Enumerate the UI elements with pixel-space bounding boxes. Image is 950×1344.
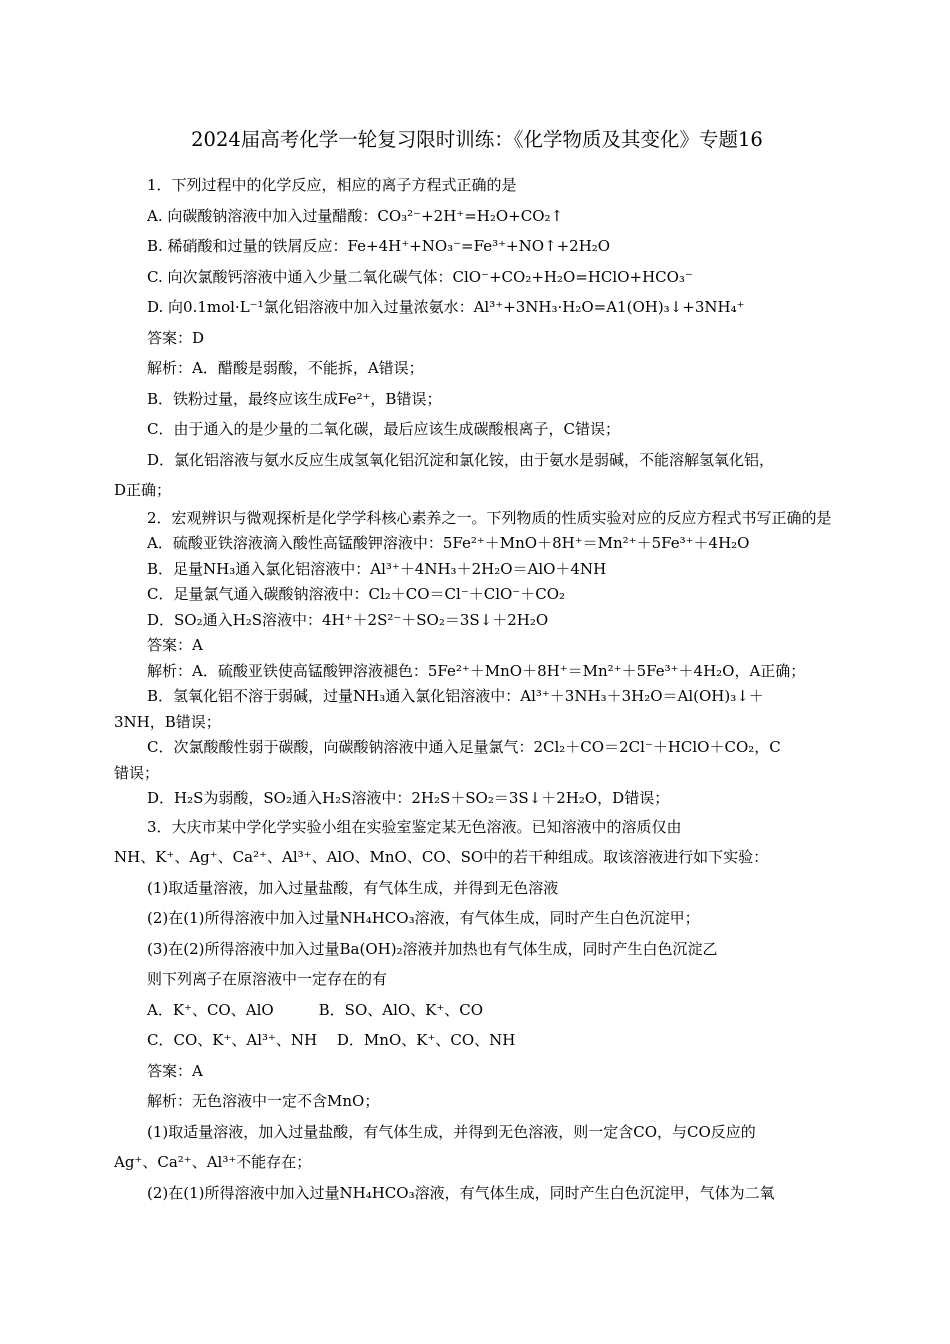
question-2-option-b: B．足量NH₃通入氯化铝溶液中：Al³⁺＋4NH₃＋2H₂O＝AlO＋4NH	[147, 559, 607, 578]
question-3-stem-cont: NH、K⁺、Ag⁺、Ca²⁺、Al³⁺、AlO、MnO、CO、SO中的若干种组成。取该溶液进行如下实验：	[114, 848, 769, 866]
question-3-options-ab: A．K⁺、CO、AlO B．SO、AlO、K⁺、CO	[147, 1000, 484, 1019]
question-2-analysis-c-cont: 错误；	[114, 763, 160, 782]
question-1-option-a: A. 向碳酸钠溶液中加入过量醋酸：CO₃²⁻+2H⁺=H₂O+CO₂↑	[147, 206, 564, 225]
question-1-analysis-b: B．铁粉过量，最终应该生成Fe²⁺，B错误；	[147, 389, 442, 408]
question-3-analysis: 解析：无色溶液中一定不含MnO；	[147, 1092, 380, 1110]
question-1-analysis-a: 解析：A．醋酸是弱酸，不能拆，A错误；	[147, 359, 424, 377]
question-2-stem: 2．宏观辨识与微观探析是化学学科核心素养之一。下列物质的性质实验对应的反应方程式书写正确的是	[147, 508, 832, 527]
question-3-options-cd: C．CO、K⁺、Al³⁺、NH D．MnO、K⁺、CO、NH	[147, 1031, 516, 1049]
question-3-answer: 答案：A	[147, 1061, 203, 1080]
question-1-option-b: B. 稀硝酸和过量的铁屑反应：Fe+4H⁺+NO₃⁻=Fe³⁺+NO↑+2H₂O	[147, 237, 611, 255]
question-3-analysis-1: (1)取适量溶液，加入过量盐酸，有气体生成，并得到无色溶液，则一定含CO，与CO反应的	[147, 1122, 756, 1141]
question-2-analysis-c: C．次氯酸酸性弱于碳酸，向碳酸钠溶液中通入足量氯气：2Cl₂＋CO＝2Cl⁻＋HClO＋CO₂，C	[147, 738, 781, 756]
question-3-step-1: (1)取适量溶液，加入过量盐酸，有气体生成，并得到无色溶液	[147, 878, 559, 897]
question-2-analysis-d: D．H₂S为弱酸，SO₂通入H₂S溶液中：2H₂S＋SO₂＝3S↓＋2H₂O，D错误；	[147, 789, 670, 807]
question-3-step-3: (3)在(2)所得溶液中加入过量Ba(OH)₂溶液并加热也有气体生成，同时产生白色沉淀乙	[147, 939, 718, 958]
question-3-step-2: (2)在(1)所得溶液中加入过量NH₄HCO₃溶液，有气体生成，同时产生白色沉淀甲；	[147, 909, 700, 927]
question-2-answer: 答案：A	[147, 636, 203, 654]
question-2-analysis-a: 解析：A．硫酸亚铁使高锰酸钾溶液褪色：5Fe²⁺＋MnO＋8H⁺＝Mn²⁺＋5Fe³⁺＋4H₂O，A正确；	[147, 661, 806, 680]
question-1-analysis-d-cont: D正确；	[114, 481, 172, 499]
question-1-option-c: C. 向次氯酸钙溶液中通入少量二氧化碳气体：ClO⁻+CO₂+H₂O=HClO+HCO₃⁻	[147, 267, 693, 286]
question-2-option-a: A．硫酸亚铁溶液滴入酸性高锰酸钾溶液中：5Fe²⁺＋MnO＋8H⁺＝Mn²⁺＋5Fe³⁺＋4H₂O	[147, 534, 750, 552]
question-3-analysis-2: (2)在(1)所得溶液中加入过量NH₄HCO₃溶液，有气体生成，同时产生白色沉淀甲，气体为二氧	[147, 1183, 775, 1202]
question-3-analysis-1-cont: Ag⁺、Ca²⁺、Al³⁺不能存在；	[114, 1153, 312, 1171]
question-3-ask: 则下列离子在原溶液中一定存在的有	[147, 970, 388, 988]
question-1-answer: 答案：D	[147, 328, 205, 347]
question-2-option-d: D．SO₂通入H₂S溶液中：4H⁺＋2S²⁻＋SO₂＝3S↓＋2H₂O	[147, 610, 549, 629]
question-1-option-d: D. 向0.1mol·L⁻¹氯化铝溶液中加入过量浓氨水：Al³⁺+3NH₃·H₂O=A1(OH)₃↓+3NH₄⁺	[147, 298, 745, 316]
question-1-analysis-d: D．氯化铝溶液与氨水反应生成氢氧化铝沉淀和氯化铵，由于氨水是弱碱，不能溶解氢氧化铝，	[147, 450, 775, 469]
document-title: 2024届高考化学一轮复习限时训练：《化学物质及其变化》专题16	[191, 128, 763, 151]
question-2-analysis-b: B．氢氧化铝不溶于弱碱，过量NH₃通入氯化铝溶液中：Al³⁺＋3NH₃＋3H₂O＝Al(OH)₃↓＋	[147, 687, 764, 705]
question-3-stem: 3．大庆市某中学化学实验小组在实验室鉴定某无色溶液。已知溶液中的溶质仅由	[147, 817, 682, 836]
question-1-stem: 1．下列过程中的化学反应，相应的离子方程式正确的是	[147, 176, 517, 194]
question-1-analysis-c: C．由于通入的是少量的二氧化碳，最后应该生成碳酸根离子，C错误；	[147, 420, 620, 438]
question-2-option-c: C．足量氯气通入碳酸钠溶液中：Cl₂＋CO＝Cl⁻＋ClO⁻＋CO₂	[147, 585, 566, 603]
question-2-analysis-b-cont: 3NH，B错误；	[114, 712, 221, 731]
